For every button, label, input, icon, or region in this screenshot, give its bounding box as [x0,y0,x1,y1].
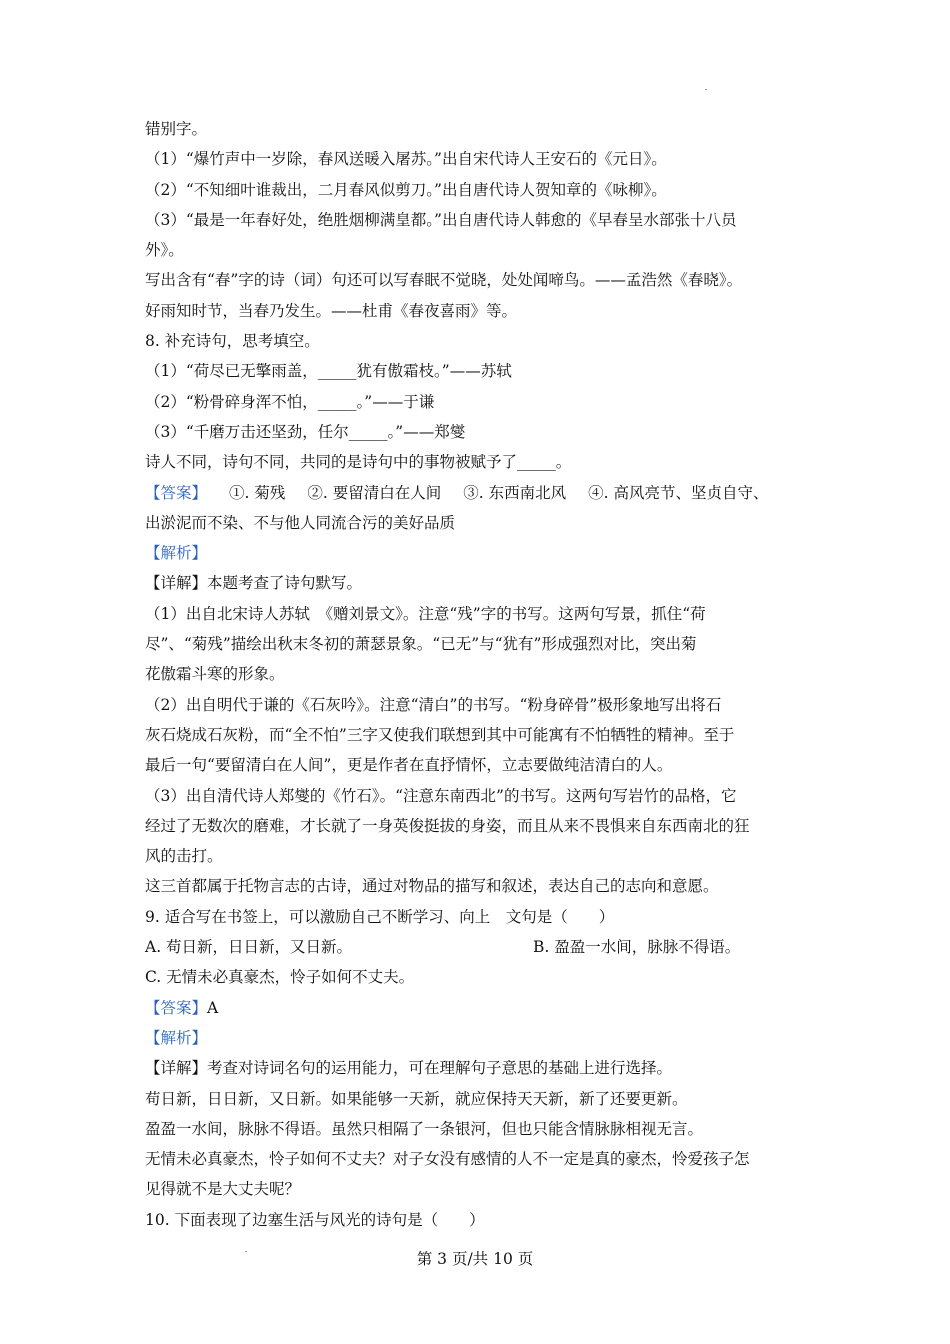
question-8-answer [145,478,815,508]
text-line: 写出含有“春”字的诗（词）句还可以写春眠不觉晓，处处闻啼鸟。——孟浩然《春晓》。 [145,271,743,290]
detail-tag: 【详解】 [145,1059,208,1078]
detail-line [145,568,815,598]
analysis-line: （1）出自北宋诗人苏轼 《赠刘景文》。注意“残”字的书写。这两句写景，抓住“荷 [145,604,706,623]
analysis-line: 经过了无数次的磨难，才长就了一身英俊挺拔的身姿，而且从来不畏惧来自东西南北的狂 [145,816,750,835]
analysis-line: 灰石烧成石灰粉，而“全不怕”三字又使我们联想到其中可能寓有不怕牺牲的精神。至于 [145,725,735,744]
analysis-tag: 【解析】 [145,1028,208,1047]
page-content [145,114,815,1235]
detail-tag: 【详解】 [145,574,208,593]
answer-tag: 【答案】 [145,483,208,502]
analysis-line: 花傲霜斗寒的形象。 [145,665,285,684]
question-8-stem: 8. 补充诗句，思考填空。 [145,332,320,351]
analysis-line: 这三首都属于托物言志的古诗，通过对物品的描写和叙述，表达自己的志向和意愿。 [145,877,719,896]
question-10-stem: 10. 下面表现了边塞生活与风光的诗句是（ ） [145,1210,485,1229]
analysis-line: 苟日新，日日新，又日新。如果能够一天新，就应保持天天新，新了还要更新。 [145,1089,688,1108]
analysis-line: 风的击打。 [145,847,223,866]
detail-text: 考查对诗词名句的运用能力，可在理解句子意思的基础上进行选择。 [207,1059,673,1078]
scan-mark [705,89,707,90]
analysis-line: 尽”、“菊残”描绘出秋末冬初的萧瑟景象。“已无”与“犹有”形成强烈对比，突出菊 [145,635,697,654]
page-footer: 第 3 页/共 10 页 [416,1250,534,1268]
detail-line [145,1053,815,1083]
answer-item: ③. 东西南北风 [463,483,567,502]
text-line: 好雨知时节，当春乃发生。——杜甫《春夜喜雨》等。 [145,301,518,320]
option-a: A. 苟日新，日日新，又日新。 [145,938,353,957]
question-9-answer [145,993,815,1023]
analysis-line: （2）出自明代于谦的《石灰吟》。注意“清白”的书写。“粉身碎骨”极形象地写出将石 [145,695,722,714]
question-9-options-row [145,932,815,962]
question-8-item: （1）“荷尽已无擎雨盖，_____犹有傲霜枝。”——苏轼 [145,362,512,381]
analysis-line: 无情未必真豪杰，怜子如何不丈夫？对子女没有感情的人不一定是真的豪杰，怜爱孩子怎 [145,1150,750,1169]
answer-continuation: 出淤泥而不染、不与他人同流合污的美好品质 [145,513,456,532]
answer-item: ①. 菊残 [229,483,286,502]
text-line: （3）“最是一年春好处，绝胜烟柳满皇都。”出自唐代诗人韩愈的《早春呈水部张十八员 [145,210,737,229]
text-line: 错别字。 [145,120,208,138]
answer-item: ④. 高风亮节、坚贞自守、 [588,483,769,502]
question-9-stem: 9. 适合写在书签上，可以激励自己不断学习、向上 文句是（ ） [145,907,615,926]
answer-tag: 【答案】 [145,998,208,1017]
text-line: （1）“爆竹声中一岁除，春风送暖入屠苏。”出自宋代诗人王安石的《元日》。 [145,150,667,169]
analysis-line: 见得就不是大丈夫呢？ [145,1180,301,1199]
analysis-line: 最后一句“要留清白在人间”，更是作者在直抒情怀，立志要做纯洁清白的人。 [145,756,673,775]
analysis-line: 盈盈一水间，脉脉不得语。虽然只相隔了一条银河，但也只能含情脉脉相视无言。 [145,1119,704,1138]
option-b: B. 盈盈一水间，脉脉不得语。 [533,938,741,957]
detail-text: 本题考查了诗句默写。 [207,574,363,593]
question-8-item: 诗人不同，诗句不同，共同的是诗句中的事物被赋予了_____。 [145,453,572,472]
question-8-item: （3）“千磨万击还坚劲，任尔_____。”——郑燮 [145,422,466,441]
analysis-tag: 【解析】 [145,544,208,563]
question-8-item: （2）“粉骨碎身浑不怕，_____。”——于谦 [145,392,435,411]
answer-item: ②. 要留清白在人间 [307,483,442,502]
text-line: （2）“不知细叶谁裁出，二月春风似剪刀。”出自唐代诗人贺知章的《咏柳》。 [145,180,667,199]
answer-value: A [207,998,219,1017]
analysis-line: （3）出自清代诗人郑燮的《竹石》。“注意东南西北”的书写。这两句写岩竹的品格，它 [145,786,737,805]
option-c: C. 无情未必真豪杰，怜子如何不丈夫。 [145,968,415,987]
text-line: 外》。 [145,241,184,260]
